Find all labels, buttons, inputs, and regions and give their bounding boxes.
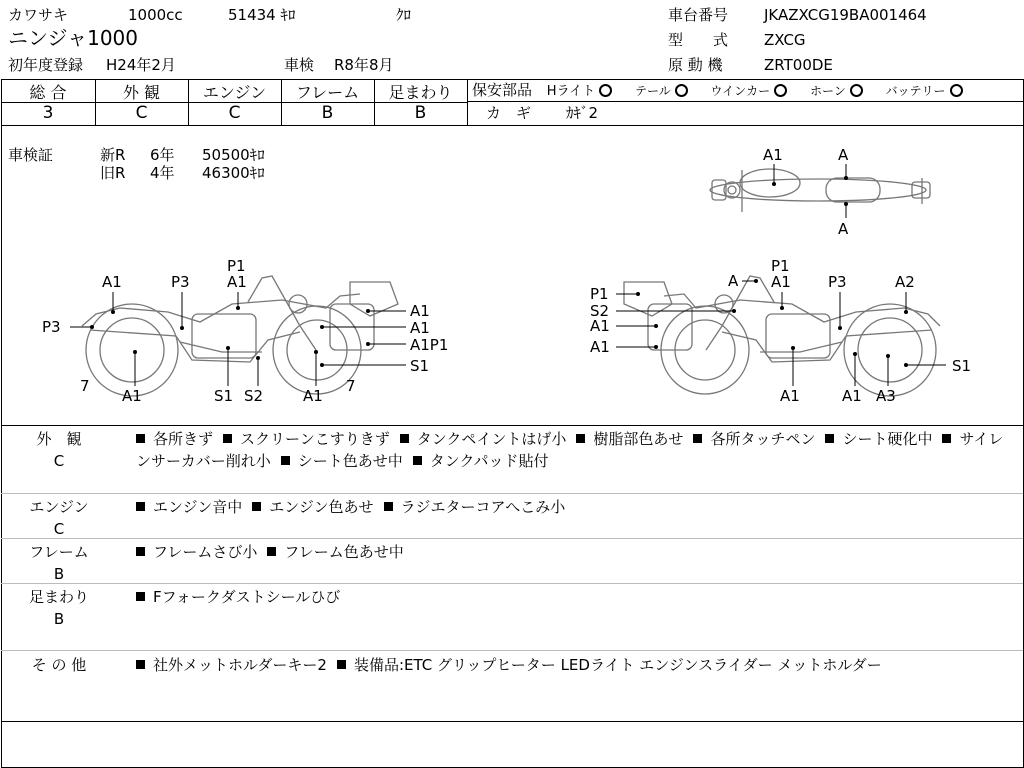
remark-sep-4 bbox=[1, 650, 1023, 651]
diagram-bottom-line bbox=[1, 425, 1023, 426]
grade-engine: C bbox=[228, 103, 241, 123]
bullet-square-icon bbox=[825, 434, 834, 443]
remark-item: フレーム色あせ中 bbox=[284, 543, 404, 561]
right-p1-cowl-label: P1 bbox=[590, 285, 609, 303]
top-a-upper-label: A bbox=[838, 146, 849, 164]
model-type-label: 型 式 bbox=[668, 31, 729, 49]
bullet-square-icon bbox=[576, 434, 585, 443]
ok-circle-icon bbox=[599, 84, 612, 97]
grade-header-frame: フレーム bbox=[295, 83, 360, 102]
left-a1-cover-label: A1 bbox=[410, 319, 430, 337]
safety-row bbox=[472, 81, 967, 101]
bullet-square-icon bbox=[136, 502, 145, 511]
remark-item: 装備品:ETC グリップヒーター LEDライト エンジンスライダー メットホルダー bbox=[353, 656, 882, 674]
displacement: 1000cc bbox=[128, 6, 183, 24]
remark-items-frame bbox=[136, 541, 1016, 563]
mileage-history-label: 車検証 bbox=[8, 146, 54, 164]
mileage: 51434 ｷﾛ bbox=[228, 6, 296, 24]
grade-header-exterior: 外 観 bbox=[122, 83, 161, 102]
bullet-square-icon bbox=[252, 502, 261, 511]
left-a1-front-label: A1 bbox=[303, 387, 323, 405]
remark-item: タンクパッド貼付 bbox=[429, 452, 549, 470]
key-value: ｶｷﾞ2 bbox=[566, 104, 599, 122]
remark-item: サイレンサーカバー削れ小 bbox=[136, 430, 1004, 470]
top-view-marks bbox=[763, 146, 849, 238]
ok-circle-icon bbox=[774, 84, 787, 97]
ok-circle-icon bbox=[950, 84, 963, 97]
remark-label-frame bbox=[18, 541, 100, 585]
remark-items-exterior bbox=[136, 428, 1016, 472]
motorcycle-top-view bbox=[710, 169, 930, 212]
remark-item: フレームさび小 bbox=[153, 543, 258, 561]
ok-circle-icon bbox=[850, 84, 863, 97]
right-a1-top-label: A1 bbox=[771, 273, 791, 291]
remark-other-title: そ の 他 bbox=[31, 656, 87, 674]
remark-engine-grade: C bbox=[53, 520, 65, 538]
safety-item-horn: ホーン bbox=[809, 84, 846, 98]
bullet-square-icon bbox=[413, 456, 422, 465]
bullet-square-icon bbox=[400, 434, 409, 443]
key-label: カ ギ bbox=[486, 104, 532, 122]
remark-item: Fフォークダストシールひび bbox=[153, 588, 341, 606]
maker: カワサキ bbox=[8, 6, 69, 24]
grade-col-5 bbox=[467, 79, 468, 125]
bullet-square-icon bbox=[136, 660, 145, 669]
bullet-square-icon bbox=[223, 434, 232, 443]
remark-item: 樹脂部色あせ bbox=[593, 430, 684, 448]
remark-item: エンジン音中 bbox=[153, 498, 243, 516]
mileage-year-old: 4年 bbox=[150, 164, 175, 182]
remark-exterior-grade: C bbox=[53, 452, 65, 470]
right-a3-label: A3 bbox=[876, 387, 896, 405]
grade-header-suspension: 足まわり bbox=[388, 83, 453, 102]
first-reg-label: 初年度登録 bbox=[8, 56, 84, 74]
damage-diagram bbox=[0, 126, 1024, 424]
remark-item: シート色あせ中 bbox=[297, 452, 403, 470]
frame-no-label: 車台番号 bbox=[668, 6, 729, 24]
remark-item: 各所きず bbox=[153, 430, 214, 448]
remark-item: 社外メットホルダーキー2 bbox=[153, 656, 327, 674]
mileage-year-new: 6年 bbox=[150, 146, 175, 164]
grade-overall: 3 bbox=[42, 103, 54, 123]
right-s2-label: S2 bbox=[590, 302, 610, 320]
remark-sep-2 bbox=[1, 538, 1023, 539]
left-a1-rear-label: A1 bbox=[102, 273, 122, 291]
left-a1-top-label: A1 bbox=[227, 273, 247, 291]
grade-suspension: B bbox=[414, 103, 427, 123]
bullet-square-icon bbox=[384, 502, 393, 511]
bullet-square-icon bbox=[136, 434, 145, 443]
mileage-era-new: 新R bbox=[100, 146, 126, 164]
bullet-square-icon bbox=[136, 592, 145, 601]
inspection-label: 車検 bbox=[284, 56, 315, 74]
left-a1-wheel-label: A1 bbox=[122, 387, 142, 405]
bullet-square-icon bbox=[942, 434, 951, 443]
inspection-value: R8年8月 bbox=[334, 56, 394, 74]
remark-suspension-title: 足まわり bbox=[28, 588, 89, 606]
remark-item: 各所タッチペン bbox=[710, 430, 816, 448]
remark-item: タンクペイントはげ小 bbox=[416, 430, 567, 448]
top-a1-label: A1 bbox=[763, 146, 783, 164]
right-a1-engine-label: A1 bbox=[780, 387, 800, 405]
safety-item-battery: バッテリー bbox=[885, 84, 946, 98]
safety-divider bbox=[468, 101, 1023, 102]
left-p1-label: P1 bbox=[227, 257, 246, 275]
safety-item-winker: ウインカー bbox=[710, 84, 771, 98]
grade-header-overall: 総 合 bbox=[29, 83, 67, 102]
grade-header-engine: エンジン bbox=[202, 83, 267, 102]
remark-label-exterior bbox=[18, 428, 100, 472]
ok-circle-icon bbox=[675, 84, 688, 97]
right-a1-exhaust-label: A1 bbox=[842, 387, 862, 405]
left-s1-front-label: S1 bbox=[410, 357, 430, 375]
model-type-value: ZXCG bbox=[764, 31, 806, 49]
right-p1-label: P1 bbox=[771, 257, 790, 275]
bullet-square-icon bbox=[136, 547, 145, 556]
remark-engine-title: エンジン bbox=[29, 498, 89, 516]
left-7-front-label: 7 bbox=[346, 377, 356, 395]
bullet-square-icon bbox=[267, 547, 276, 556]
color: ｸﾛ bbox=[396, 6, 412, 24]
bullet-square-icon bbox=[281, 456, 290, 465]
remark-item: ラジエターコアへこみ小 bbox=[400, 498, 566, 516]
top-a-lower-label: A bbox=[838, 220, 849, 238]
frame-no-value: JKAZXCG19BA001464 bbox=[764, 6, 927, 24]
engine-label: 原 動 機 bbox=[668, 56, 723, 74]
left-a1-cowl-label: A1 bbox=[410, 302, 430, 320]
left-p3-tail-label: P3 bbox=[42, 318, 61, 336]
remark-items-engine bbox=[136, 496, 1016, 518]
remark-label-other bbox=[18, 654, 100, 676]
model-name: ニンジャ1000 bbox=[8, 26, 138, 50]
left-s1-label: S1 bbox=[214, 387, 234, 405]
remark-label-engine bbox=[18, 496, 100, 540]
left-s2-label: S2 bbox=[244, 387, 264, 405]
right-s1-label: S1 bbox=[952, 357, 972, 375]
left-p3-label: P3 bbox=[171, 273, 190, 291]
right-p3-label: P3 bbox=[828, 273, 847, 291]
right-a2-label: A2 bbox=[895, 273, 915, 291]
remark-items-suspension bbox=[136, 586, 1016, 608]
left-7-rear-label: 7 bbox=[80, 377, 90, 395]
remark-exterior-title: 外 観 bbox=[36, 430, 82, 448]
remark-frame-grade: B bbox=[53, 565, 65, 583]
grade-exterior: C bbox=[135, 103, 148, 123]
remark-item: スクリーンこすりきず bbox=[240, 430, 390, 448]
remark-suspension-grade: B bbox=[53, 610, 65, 628]
bullet-square-icon bbox=[337, 660, 346, 669]
remark-item: エンジン色あせ bbox=[269, 498, 374, 516]
engine-value: ZRT00DE bbox=[764, 56, 833, 74]
remark-frame-title: フレーム bbox=[29, 543, 89, 561]
mileage-km-new: 50500ｷﾛ bbox=[202, 146, 265, 164]
remark-label-suspension bbox=[18, 586, 100, 630]
remarks-bottom-line bbox=[1, 721, 1023, 722]
left-a1p1-label: A1P1 bbox=[410, 336, 449, 354]
safety-label: 保安部品 bbox=[472, 81, 533, 99]
grade-frame: B bbox=[321, 103, 334, 123]
mileage-era-old: 旧R bbox=[100, 164, 126, 182]
remark-items-other bbox=[136, 654, 1016, 676]
first-reg-value: H24年2月 bbox=[106, 56, 176, 74]
right-a1-cover-label: A1 bbox=[590, 317, 610, 335]
remark-item: シート硬化中 bbox=[842, 430, 933, 448]
right-a1-lower-label: A1 bbox=[590, 338, 610, 356]
safety-item-headlight: Hライト bbox=[546, 84, 596, 99]
bullet-square-icon bbox=[693, 434, 702, 443]
right-a-label: A bbox=[728, 272, 739, 290]
mileage-km-old: 46300ｷﾛ bbox=[202, 164, 265, 182]
safety-item-tail: テール bbox=[634, 84, 671, 98]
remark-sep-1 bbox=[1, 493, 1023, 494]
remark-sep-3 bbox=[1, 583, 1023, 584]
